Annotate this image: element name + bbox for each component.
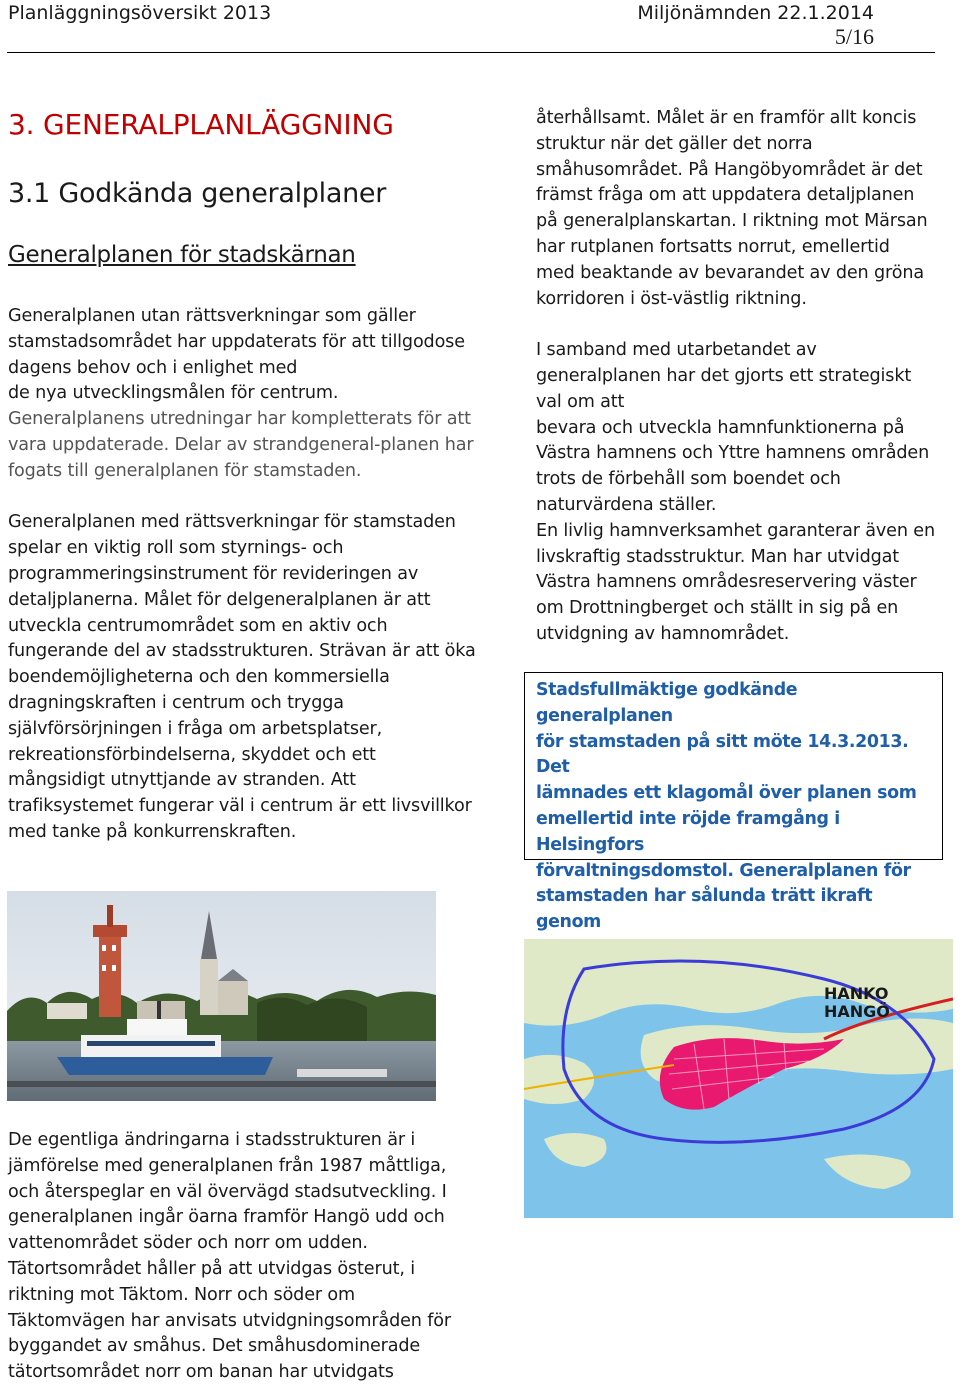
page-number: 5/16 [834, 24, 874, 49]
text-line: dragningskraften i centrum och trygga [8, 692, 344, 713]
text-line: tätortsområdet norr om banan har utvidgats [8, 1362, 394, 1383]
approval-callout-box [524, 672, 943, 933]
header-meeting-date: Miljönämnden 22.1.2014 [637, 2, 874, 24]
text-line: utveckla centrumområdet som en aktiv och [8, 615, 388, 636]
left-column [8, 304, 476, 846]
text-line: vara uppdaterade. Delar av strandgeneral-planen har [8, 434, 474, 455]
map-illustration [524, 939, 953, 1218]
text-line: främst fråga om att uppdatera detaljplanen [536, 185, 915, 206]
text-line: generalplanen ingår öarna framför Hangö udd och [8, 1207, 445, 1228]
text-line: med tanke på konkurrenskraften. [8, 821, 297, 842]
text-line: fogats till generalplanen för stamstaden. [8, 460, 362, 481]
text-line: I samband med utarbetandet av [536, 340, 817, 361]
text-line: självförsörjningen i fråga om arbetsplatser, [8, 718, 383, 739]
text-line: småhusområdet. På Hangöbyområdet är det [536, 159, 923, 180]
text-line: korridoren i öst-västlig riktning. [536, 288, 807, 309]
callout-line: förvaltningsdomstol. Generalplanen för [536, 860, 911, 881]
map-label-hanko: HANKO [824, 984, 889, 1003]
text-line: Täktomvägen har anvisats utvidgningsområden för [8, 1310, 451, 1331]
text-line: riktning mot Täktom. Norr och söder om [8, 1284, 356, 1305]
text-line: fungerande del av stadsstrukturen. Strävan är att öka [8, 641, 476, 662]
text-line: Västra hamnens områdesreservering väster [536, 572, 917, 593]
text-line: byggandet av småhus. Det småhusdominerade [8, 1336, 421, 1357]
text-line: generalplanen har det gjorts ett strategiskt [536, 365, 912, 386]
text-line: trots de förbehåll som boendet och [536, 469, 841, 490]
map-label-hango: HANGÖ [824, 1002, 890, 1021]
topic-heading: Generalplanen för stadskärnan [8, 242, 356, 268]
header-document-title: Planläggningsöversikt 2013 [8, 2, 272, 24]
text-line: Västra hamnens och Yttre hamnens områden [536, 443, 930, 464]
harbour-photo [7, 891, 436, 1101]
text-line: dagens behov och i enlighet med [8, 357, 298, 378]
text-line: rekreationsförbindelserna, skyddet och ett [8, 744, 376, 765]
text-line: programmeringsinstrument för revideringen av [8, 563, 419, 584]
callout-line: Stadsfullmäktige godkände generalplanen [536, 680, 798, 726]
callout-line: lämnades ett klagomål över planen som [536, 783, 917, 804]
text-line: på generalplanskartan. I riktning mot Märsan [536, 211, 928, 232]
text-line: vattenområdet söder och norr om udden. [8, 1233, 368, 1254]
text-line: och återspeglar en väl övervägd stadsutveckling. I [8, 1181, 447, 1202]
bottom-text [8, 1128, 451, 1386]
header-rule [7, 52, 935, 53]
text-line: med beaktande av bevarandet av den gröna [536, 262, 924, 283]
text-line: återhållsamt. Målet är en framför allt koncis [536, 108, 917, 128]
text-line: detaljplanerna. Målet för delgeneralplanen är att [8, 589, 431, 610]
text-line: naturvärdena ställer. [536, 494, 717, 515]
text-line: trafiksystemet fungerar väl i centrum är ett livsvillkor [8, 796, 472, 817]
subsection-heading: 3.1 Godkända generalplaner [8, 178, 387, 209]
text-line: Generalplanen med rättsverkningar för stamstaden [8, 512, 456, 533]
right-column [536, 106, 935, 648]
text-line: stamstadsområdet har uppdaterats för att tillgodose [8, 331, 465, 352]
text-line: om Drottningberget och ställt in sig på en [536, 598, 899, 619]
text-line: Tätortsområdet håller på att utvidgas österut, i [8, 1258, 415, 1279]
text-line: De egentliga ändringarna i stadsstrukturen är i [8, 1130, 416, 1150]
text-line: Generalplanens utredningar har kompletterats för att [8, 409, 471, 430]
text-line: bevara och utveckla hamnfunktionerna på [536, 417, 905, 438]
callout-line: för stamstaden på sitt möte 14.3.2013. Det [536, 731, 909, 778]
text-line: En livlig hamnverksamhet garanterar även en [536, 520, 935, 541]
callout-line: emellertid inte röjde framgång i Helsingfors [536, 808, 840, 855]
harbour-photo-illustration [7, 891, 436, 1101]
callout-line: stamstaden har sålunda trätt ikraft genom [536, 886, 873, 933]
text-line: de nya utvecklingsmålen för centrum. [8, 383, 339, 404]
text-line: utvidgning av hamnområdet. [536, 623, 790, 644]
text-line: boendemöjligheterna och den kommersiella [8, 667, 390, 688]
text-line: livskraftig stadsstruktur. Man har utvidgat [536, 546, 900, 567]
text-line: struktur när det gäller det norra [536, 133, 813, 154]
section-heading: 3. GENERALPLANLÄGGNING [8, 108, 394, 141]
town-plan-map [524, 939, 953, 1218]
text-line: har rutplanen fortsatts norrut, emellertid [536, 236, 890, 257]
text-line: Generalplanen utan rättsverkningar som gäller [8, 306, 416, 326]
text-line: mångsidigt utnyttjande av stranden. Att [8, 770, 356, 791]
text-line: val om att [536, 391, 625, 412]
text-line: jämförelse med generalplanen från 1987 måttliga, [8, 1155, 447, 1176]
text-line: spelar en viktig roll som styrnings- och [8, 538, 344, 559]
